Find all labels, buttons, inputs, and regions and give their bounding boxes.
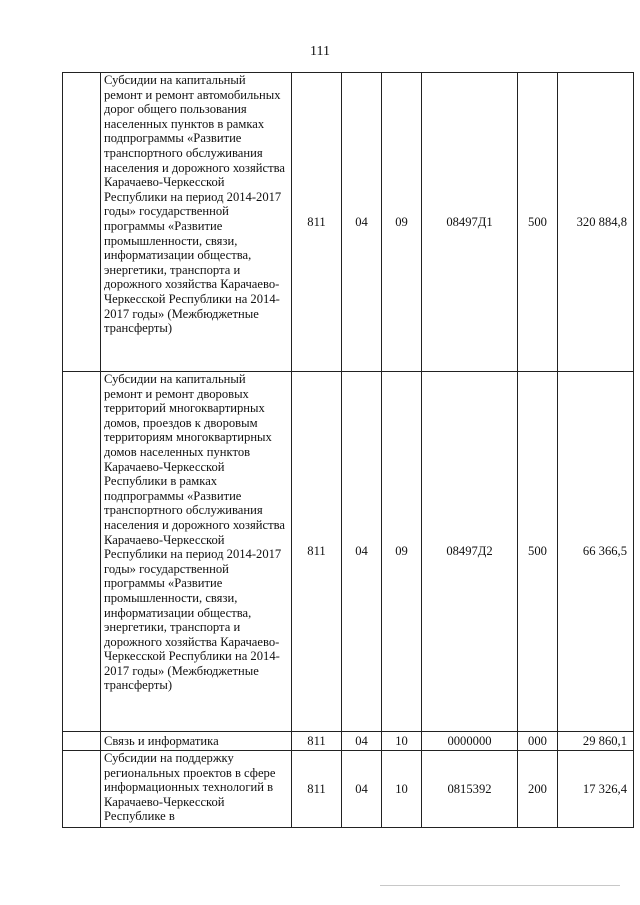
expense-type-cell: 500 xyxy=(518,372,558,732)
table-row xyxy=(63,73,634,372)
table-row xyxy=(63,372,634,732)
item-name-cell xyxy=(101,751,292,828)
item-name-cell xyxy=(101,732,292,751)
section-code-cell: 04 xyxy=(342,73,382,372)
subsection-code-cell: 10 xyxy=(382,732,422,751)
item-name: Субсидии на капитальный ремонт и ремонт дворовых территорий многоквартирных домов, проездов к дворовым территориям многоквартирных домов населенных пунктов Карачаево-Черкесской Республики в рамках подпрограммы «Развитие транспортного обслуживания населения и дорожного хозяйства Карачаево-Черкесской Республики на период 2014-2017 годы» государственной программы «Развитие промышленности, связи, информатизации общества, энергетики, транспорта и дорожного хозяйства Карачаево-Черкесской Республики на 2014-2017 годы» (Межбюджетные трансферты) xyxy=(104,372,285,693)
target-article-cell: 08497Д1 xyxy=(422,73,518,372)
amount-cell: 66 366,5 xyxy=(558,372,634,732)
target-article-cell: 0815392 xyxy=(422,751,518,828)
scan-artifact-line xyxy=(380,885,620,886)
ministry-code-cell: 811 xyxy=(292,372,342,732)
item-name: Субсидии на капитальный ремонт и ремонт автомобильных дорог общего пользования населенных пунктов в рамках подпрограммы «Развитие транспортного обслуживания населения и дорожного хозяйства Карачаево-Черкесской Республики на период 2014-2017 годы» государственной программы «Развитие промышленности, связи, информатизации общества, энергетики, транспорта и дорожного хозяйства Карачаево-Черкесской Республики на 2014-2017 годы» (Межбюджетные трансферты) xyxy=(104,73,285,336)
row-number-cell xyxy=(63,732,101,751)
expense-type-cell: 200 xyxy=(518,751,558,828)
budget-table xyxy=(62,72,634,828)
item-name-cell xyxy=(101,73,292,372)
subsection-code-cell: 10 xyxy=(382,751,422,828)
row-number-cell xyxy=(63,751,101,828)
ministry-code-cell: 811 xyxy=(292,732,342,751)
section-code-cell: 04 xyxy=(342,732,382,751)
section-code-cell: 04 xyxy=(342,372,382,732)
section-code-cell: 04 xyxy=(342,751,382,828)
subsection-code-cell: 09 xyxy=(382,372,422,732)
amount-cell: 29 860,1 xyxy=(558,732,634,751)
item-name: Субсидии на поддержку региональных проектов в сфере информационных технологий в Карачаево-Черкесской Республике в xyxy=(104,751,276,824)
amount-cell: 17 326,4 xyxy=(558,751,634,828)
table-row xyxy=(63,732,634,751)
target-article-cell: 0000000 xyxy=(422,732,518,751)
table-row xyxy=(63,751,634,828)
page-number: 111 xyxy=(310,44,330,59)
ministry-code-cell: 811 xyxy=(292,73,342,372)
item-name: Связь и информатика xyxy=(104,733,219,748)
subsection-code-cell: 09 xyxy=(382,73,422,372)
ministry-code-cell: 811 xyxy=(292,751,342,828)
amount-cell: 320 884,8 xyxy=(558,73,634,372)
row-number-cell xyxy=(63,73,101,372)
item-name-cell xyxy=(101,372,292,732)
row-number-cell xyxy=(63,372,101,732)
expense-type-cell: 500 xyxy=(518,73,558,372)
expense-type-cell: 000 xyxy=(518,732,558,751)
target-article-cell: 08497Д2 xyxy=(422,372,518,732)
